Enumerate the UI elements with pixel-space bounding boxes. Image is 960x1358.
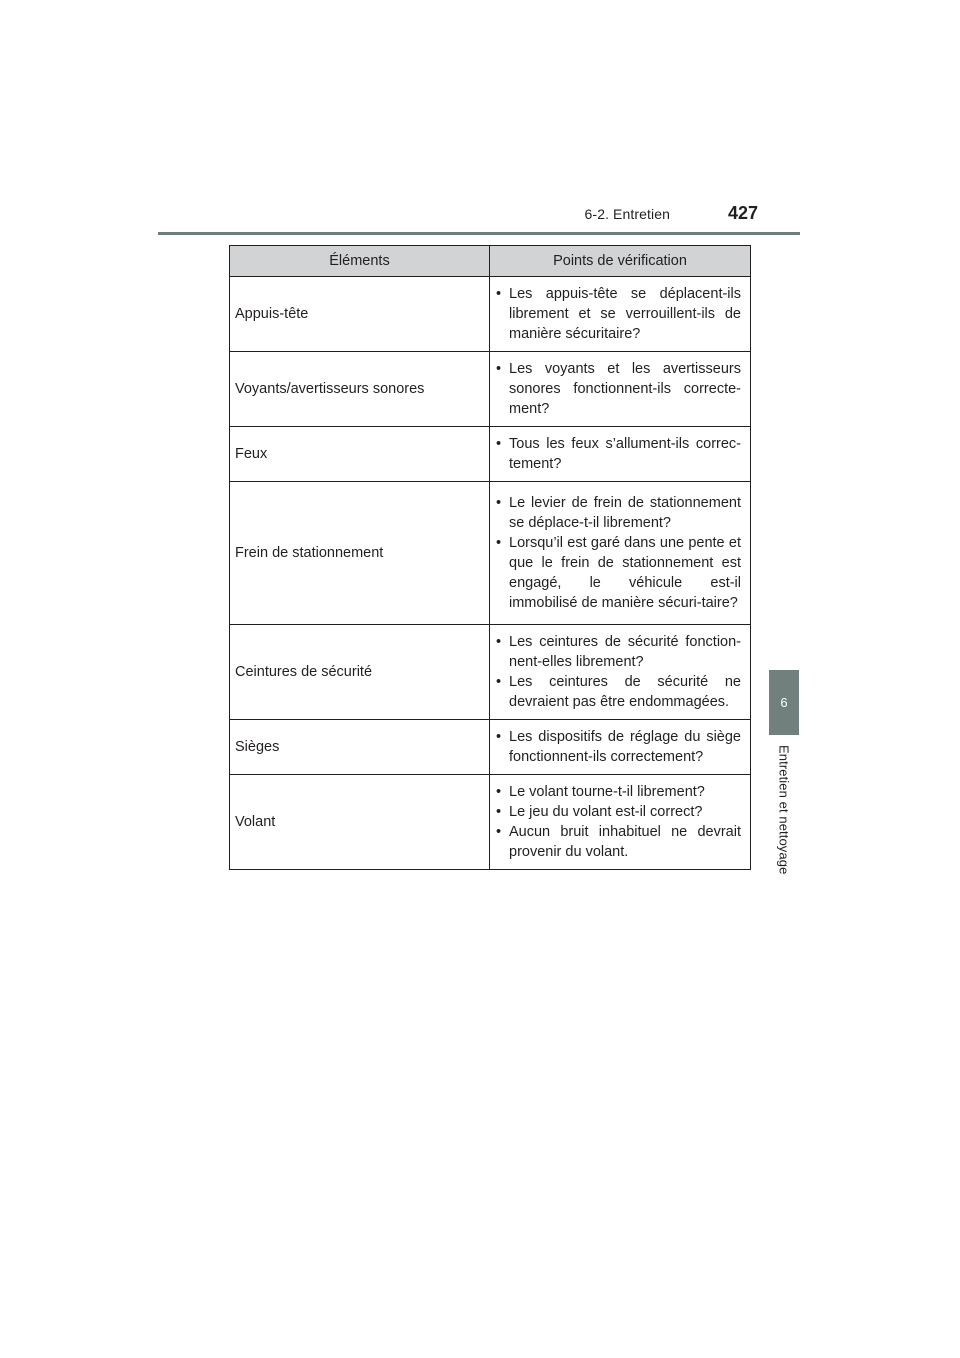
- check-point: • Aucun bruit inhabituel ne devrait provenir du volant.: [496, 822, 741, 862]
- chapter-tab: [769, 670, 799, 735]
- table-row: [230, 775, 751, 870]
- row-checks: [490, 482, 751, 625]
- check-point: • Les ceintures de sécurité fonction-nent-elles librement?: [496, 632, 741, 672]
- check-point: • Les dispositifs de réglage du siège fonctionnent-ils correctement?: [496, 727, 741, 767]
- row-checks: [490, 277, 751, 352]
- table-row: [230, 720, 751, 775]
- table-row: [230, 427, 751, 482]
- table-row: [230, 482, 751, 625]
- table-row: [230, 352, 751, 427]
- row-checks: [490, 427, 751, 482]
- row-checks: [490, 720, 751, 775]
- row-item: Appuis-tête: [230, 277, 490, 352]
- chapter-title: Entretien et nettoyage: [776, 745, 792, 875]
- row-item: Frein de stationnement: [230, 482, 490, 625]
- header-divider: [158, 232, 800, 235]
- row-item: Volant: [230, 775, 490, 870]
- table-row: [230, 277, 751, 352]
- check-point: • Tous les feux s’allument-ils correc-tement?: [496, 434, 741, 474]
- table-header-row: [230, 246, 751, 277]
- check-point: • Lorsqu’il est garé dans une pente et que le frein de stationnement est engagé, le véhicule est-il immobilisé de manière sécuri-taire?: [496, 533, 741, 613]
- row-item: Sièges: [230, 720, 490, 775]
- row-checks: [490, 352, 751, 427]
- column-header-checks: Points de vérification: [490, 246, 751, 277]
- row-checks: [490, 625, 751, 720]
- row-item: Voyants/avertisseurs sonores: [230, 352, 490, 427]
- row-item: Feux: [230, 427, 490, 482]
- row-item: Ceintures de sécurité: [230, 625, 490, 720]
- page-number: 427: [727, 203, 759, 223]
- check-point: • Les ceintures de sécurité ne devraient pas être endommagées.: [496, 672, 741, 712]
- check-point: • Les voyants et les avertisseurs sonores fonctionnent-ils correcte-ment?: [496, 359, 741, 419]
- table-row: [230, 625, 751, 720]
- column-header-items: Éléments: [230, 246, 490, 277]
- row-checks: [490, 775, 751, 870]
- check-point: • Le volant tourne-t-il librement?: [496, 782, 741, 802]
- chapter-number: 6: [780, 695, 788, 710]
- check-point: • Le jeu du volant est-il correct?: [496, 802, 741, 822]
- check-point: • Le levier de frein de stationnement se déplace-t-il librement?: [496, 493, 741, 533]
- check-point: • Les appuis-tête se déplacent-ils librement et se verrouillent-ils de manière sécuritaire?: [496, 284, 741, 344]
- section-title: 6-2. Entretien: [584, 206, 670, 222]
- inspection-table: [229, 245, 751, 870]
